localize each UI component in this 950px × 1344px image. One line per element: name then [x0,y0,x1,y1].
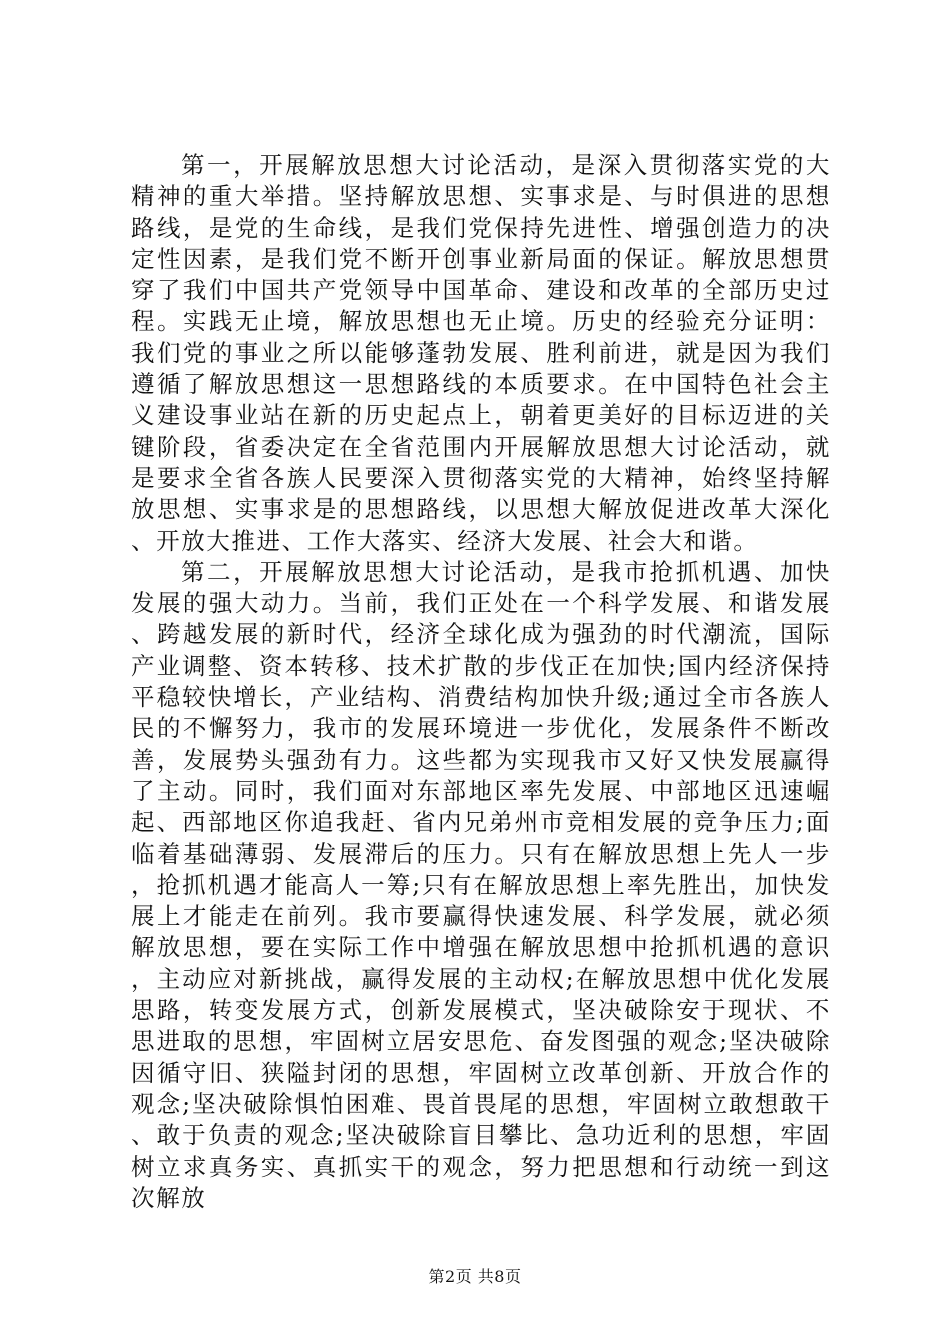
paragraph-1: 第一，开展解放思想大讨论活动，是深入贯彻落实党的大精神的重大举措。坚持解放思想、实事求是、与时俱进的思想路线，是党的生命线，是我们党保持先进性、增强创造力的决定性因素，是我们党不断开创事业新局面的保证。解放思想贯穿了我们中国共产党领导中国革命、建设和改革的全部历史过程。实践无止境，解放思想也无止境。历史的经验充分证明：我们党的事业之所以能够蓬勃发展、胜利前进，就是因为我们遵循了解放思想这一思想路线的本质要求。在中国特色社会主义建设事业站在新的历史起点上，朝着更美好的目标迈进的关键阶段，省委决定在全省范围内开展解放思想大讨论活动，就是要求全省各族人民要深入贯彻落实党的大精神，始终坚持解放思想、实事求是的思想路线，以思想大解放促进改革大深化、开放大推进、工作大落实、经济大发展、社会大和谐。 [131,151,831,555]
paragraph-2: 第二，开展解放思想大讨论活动，是我市抢抓机遇、加快发展的强大动力。当前，我们正处在一个科学发展、和谐发展、跨越发展的新时代，经济全球化成为强劲的时代潮流，国际产业调整、资本转移、技术扩散的步伐正在加快;国内经济保持平稳较快增长，产业结构、消费结构加快升级;通过全市各族人民的不懈努力，我市的发展环境进一步优化，发展条件不断改善，发展势头强劲有力。这些都为实现我市又好又快发展赢得了主动。同时，我们面对东部地区率先发展、中部地区迅速崛起、西部地区你追我赶、省内兄弟州市竞相发展的竞争压力;面临着基础薄弱、发展滞后的压力。只有在解放思想上先人一步，抢抓机遇才能高人一筹;只有在解放思想上率先胜出，加快发展上才能走在前列。我市要赢得快速发展、科学发展，就必须解放思想，要在实际工作中增强在解放思想中抢抓机遇的意识，主动应对新挑战，赢得发展的主动权;在解放思想中优化发展思路，转变发展方式，创新发展模式，坚决破除安于现状、不思进取的思想，牢固树立居安思危、奋发图强的观念;坚决破除因循守旧、狭隘封闭的思想，牢固树立改革创新、开放合作的观念;坚决破除惧怕困难、畏首畏尾的思想，牢固树立敢想敢干、敢于负责的观念;坚决破除盲目攀比、急功近利的思想，牢固树立求真务实、真抓实干的观念，努力把思想和行动统一到这次解放 [131,557,831,1212]
body-text [131,150,831,1214]
page-number-footer: 第2页 共8页 [428,1267,522,1286]
